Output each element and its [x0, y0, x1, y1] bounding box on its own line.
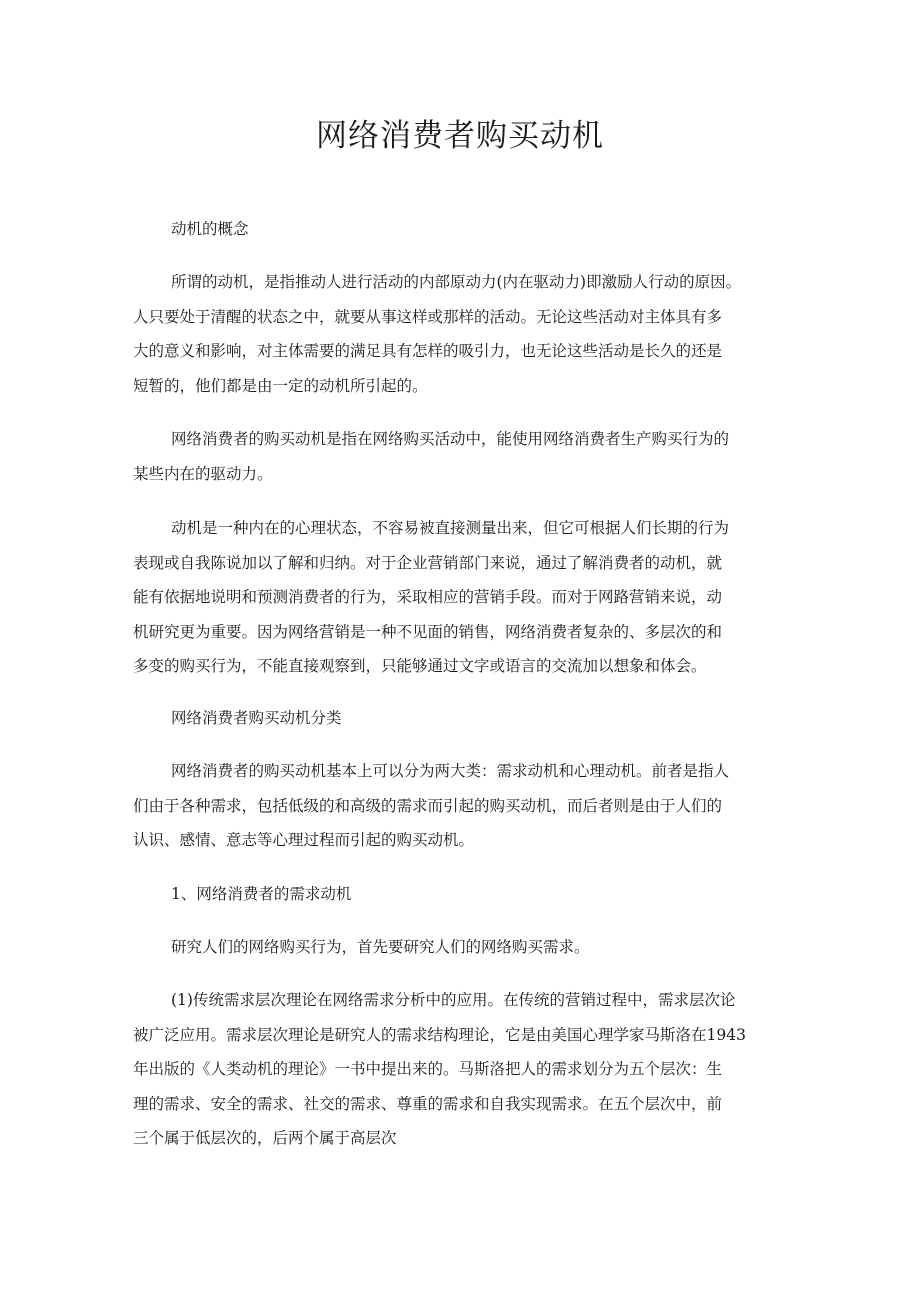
section-heading-concept: 动机的概念	[171, 220, 249, 238]
paragraph-line: 多变的购买行为，不能直接观察到，只能够通过文字或语言的交流加以想象和体会。	[133, 657, 707, 675]
paragraph-3	[133, 511, 785, 684]
paragraph-line: (1)传统需求层次理论在网络需求分析中的应用。在传统的营销过程中，需求层次论	[171, 991, 736, 1009]
paragraph-line: 表现或自我陈说加以了解和归纳。对于企业营销部门来说，通过了解消费者的动机，就	[133, 553, 723, 572]
paragraph-line: 认识、感情、意志等心理过程而引起的购买动机。	[133, 831, 475, 849]
paragraph-line: 年出版的《人类动机的理论》一书中提出来的。马斯洛把人的需求划分为五个层次：生	[133, 1060, 723, 1078]
paragraph-line: 所谓的动机，是指推动人进行活动的内部原动力(内在驱动力)即激励人行动的原因。	[171, 273, 742, 291]
paragraph-1	[133, 265, 785, 403]
paragraph-line: 短暂的，他们都是由一定的动机所引起的。	[133, 376, 428, 395]
paragraph-line: 网络消费者的购买动机基本上可以分为两大类：需求动机和心理动机。前者是指人	[171, 762, 730, 780]
paragraph-line: 网络消费者的购买动机是指在网络购买活动中，能使用网络消费者生产购买行为的	[171, 430, 730, 448]
paragraph-line: 某些内在的驱动力。	[133, 464, 273, 483]
paragraph-line: 大的意义和影响，对主体需要的满足具有怎样的吸引力，也无论这些活动是长久的还是	[133, 342, 723, 360]
paragraph-line: 们由于各种需求，包括低级的和高级的需求而引起的购买动机，而后者则是由于人们的	[133, 796, 723, 815]
paragraph-line: 机研究更为重要。因为网络营销是一种不见面的销售，网络消费者复杂的、多层次的和	[133, 622, 723, 641]
section-heading-classification: 网络消费者购买动机分类	[171, 709, 342, 727]
paragraph-line: 研究人们的网络购买行为，首先要研究人们的网络购买需求。	[171, 938, 590, 956]
paragraph-line: 被广泛应用。需求层次理论是研究人的需求结构理论，它是由美国心理学家马斯洛在1943	[133, 1025, 746, 1044]
paragraph-line: 人只要处于清醒的状态之中，就要从事这样或那样的活动。无论这些活动对主体具有多	[133, 307, 723, 326]
paragraph-line: 动机是一种内在的心理状态，不容易被直接测量出来，但它可根据人们长期的行为	[171, 519, 730, 537]
paragraph-line: 三个属于低层次的，后两个属于高层次	[133, 1129, 397, 1147]
document-title: 网络消费者购买动机	[316, 118, 604, 154]
paragraph-line: 理的需求、安全的需求、社交的需求、尊重的需求和自我实现需求。在五个层次中，前	[133, 1094, 723, 1113]
paragraph-2	[133, 422, 785, 491]
paragraph-6	[133, 983, 785, 1156]
paragraph-4	[133, 754, 785, 858]
paragraph-line: 能有依据地说明和预测消费者的行为，采取相应的营销手段。而对于网路营销来说，动	[133, 588, 723, 606]
section-heading-demand-motive: 1、网络消费者的需求动机	[171, 885, 352, 903]
paragraph-5	[133, 930, 785, 965]
